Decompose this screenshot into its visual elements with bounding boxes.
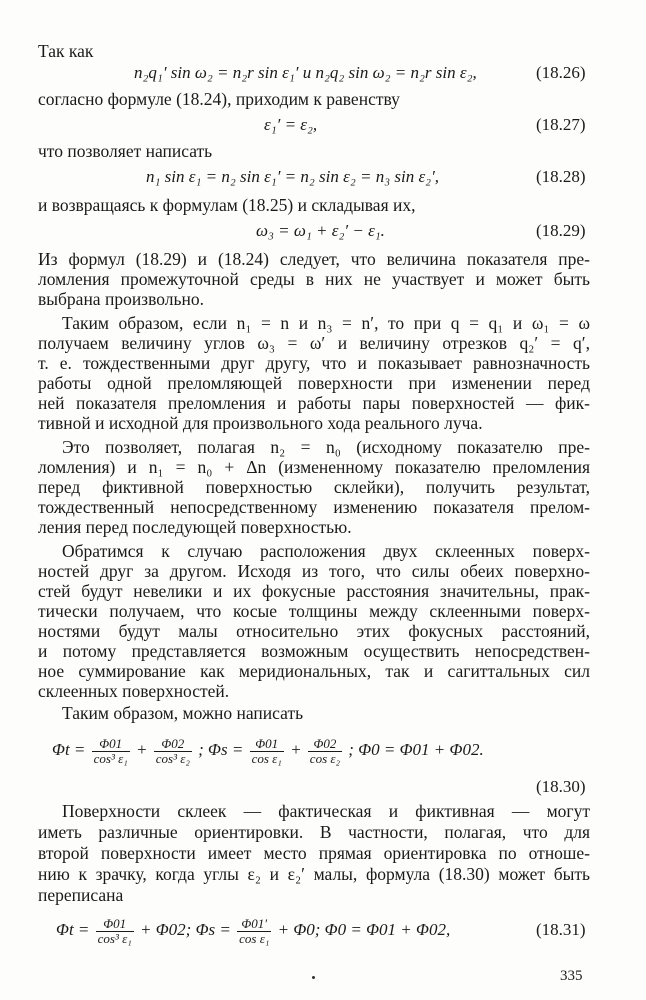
paragraph-line: ностей друг за другом. Исходя из того, что силы обеих поверхно- (38, 561, 590, 581)
paragraph-line: нию к зрачку, когда углы ε₂ и ε₂′ малы, формула (18.30) может быть (38, 864, 590, 884)
equation-number: (18.29) (536, 221, 586, 240)
paragraph-line: тически получаем, что косые толщины между склеенными поверх- (38, 601, 590, 621)
text-line: Так как (38, 41, 94, 61)
eq-part: Φt = (52, 740, 86, 759)
paragraph-line: Поверхности склеек — фактическая и фиктивная — могут (62, 801, 590, 821)
paragraph-line: стей будут невелики и их фокусные расстояния значительны, прак- (38, 581, 590, 601)
paragraph-line: переписана (38, 885, 124, 905)
paragraph-line: работы одной преломляющей поверхности при изменении перед (38, 373, 590, 393)
denominator: cos ε₁ (251, 750, 282, 766)
text-line: Таким образом, можно написать (62, 703, 304, 723)
text-line: что позволяет написать (38, 141, 213, 161)
equation-number: (18.31) (536, 920, 586, 939)
numerator: Φ02 (308, 737, 342, 752)
fraction (237, 917, 271, 946)
paragraph-line: ломления промежуточной среды в них не участвует и может быть (38, 269, 590, 289)
eq-part: ; Φs = (198, 740, 244, 759)
equation-18-28: n₁ sin ε₁ = n₂ sin ε₁′ = n₂ sin ε₂ = n₃ sin ε₂′, (146, 167, 440, 186)
paragraph-line: ломления) и n₁ = n₀ + Δn (измененному показателю преломления (38, 457, 590, 477)
equation-number: (18.30) (536, 777, 586, 796)
equation-number: (18.28) (536, 167, 586, 186)
denominator: cos³ ε₂ (155, 750, 190, 766)
paragraph-line: второй поверхности имеет место прямая ориентировка по отноше- (38, 843, 590, 863)
numerator: Φ01 (250, 737, 284, 752)
paragraph-line: получаем величину углов ω₃ = ω′ и величину отрезков q₂′ = q′, (38, 333, 590, 353)
denominator: cos ε₁ (239, 930, 270, 946)
paragraph-line: перед фиктивной поверхностью склейки), получить результат, (38, 477, 590, 497)
paragraph-line: ностями будут малы относительно этих фокусных расстояний, (38, 621, 590, 641)
eq-part: + Φ0; Φ0 = Φ01 + Φ02, (277, 920, 451, 939)
eq-part: Φt = (56, 920, 90, 939)
equation-18-30 (52, 730, 484, 770)
paragraph-line: ления перед последующей поверхностью. (38, 517, 352, 537)
denominator: cos ε₂ (309, 750, 341, 766)
equation-18-29: ω₃ = ω₁ + ε₂′ − ε₁. (256, 221, 385, 240)
equation-number: (18.27) (536, 115, 586, 134)
denominator: cos³ ε₁ (97, 930, 132, 946)
numerator: Φ02 (154, 737, 192, 752)
page-number: 335 (560, 968, 583, 984)
eq-part: + (136, 740, 148, 759)
fraction (308, 737, 342, 766)
fraction (154, 737, 192, 766)
equation-number: (18.26) (536, 63, 586, 82)
eq-part: + (290, 740, 302, 759)
fraction (96, 917, 134, 946)
equation-18-31 (56, 910, 450, 950)
paragraph-line: выбрана произвольно. (38, 289, 204, 309)
paragraph-line: ное суммирование как меридиональных, так и сагиттальных сил (38, 661, 590, 681)
paragraph-line: ней показателя преломления и работы пары поверхностей — фик- (38, 393, 590, 413)
numerator: Φ01 (96, 917, 134, 932)
paragraph-line: склеенных поверхностей. (38, 681, 230, 701)
stray-mark (312, 976, 315, 979)
paragraph-line: и потому представляется возможным осуществить непосредствен- (38, 641, 590, 661)
eq-part: ; Φ0 = Φ01 + Φ02. (348, 740, 484, 759)
paragraph-line: тивной и исходной для произвольного хода реального луча. (38, 413, 483, 433)
fraction (250, 737, 284, 766)
paragraph-line: тождественный непосредственному изменению показателя прелом- (38, 497, 590, 517)
equation-18-27: ε₁′ = ε₂, (264, 115, 318, 134)
fraction (92, 737, 130, 766)
text-line: и возвращаясь к формулам (18.25) и складывая их, (38, 195, 416, 215)
numerator: Φ01 (92, 737, 130, 752)
text-line: согласно формуле (18.24), приходим к равенству (38, 89, 400, 109)
paragraph-line: Это позволяет, полагая n₂ = n₀ (исходному показателю пре- (62, 437, 590, 457)
paragraph-line: Из формул (18.29) и (18.24) следует, что величина показателя пре- (38, 249, 590, 269)
paragraph-line: иметь различные ориентировки. В частности, полагая, что для (38, 822, 590, 842)
paragraph-line: Обратимся к случаю расположения двух склеенных поверх- (62, 541, 590, 561)
numerator: Φ01′ (237, 917, 271, 932)
denominator: cos³ ε₁ (93, 750, 128, 766)
eq-part: + Φ02; Φs = (140, 920, 231, 939)
paragraph-line: Таким образом, если n₁ = n и n₃ = n′, то при q = q₁ и ω₁ = ω (62, 313, 590, 333)
paragraph-line: т. е. тождественными друг другу, что и показывает равнозначность (38, 353, 590, 373)
equation-18-26: n₂q₁′ sin ω₂ = n₂r sin ε₁′ и n₂q₂ sin ω₂ = n₂r sin ε₂, (134, 63, 477, 82)
